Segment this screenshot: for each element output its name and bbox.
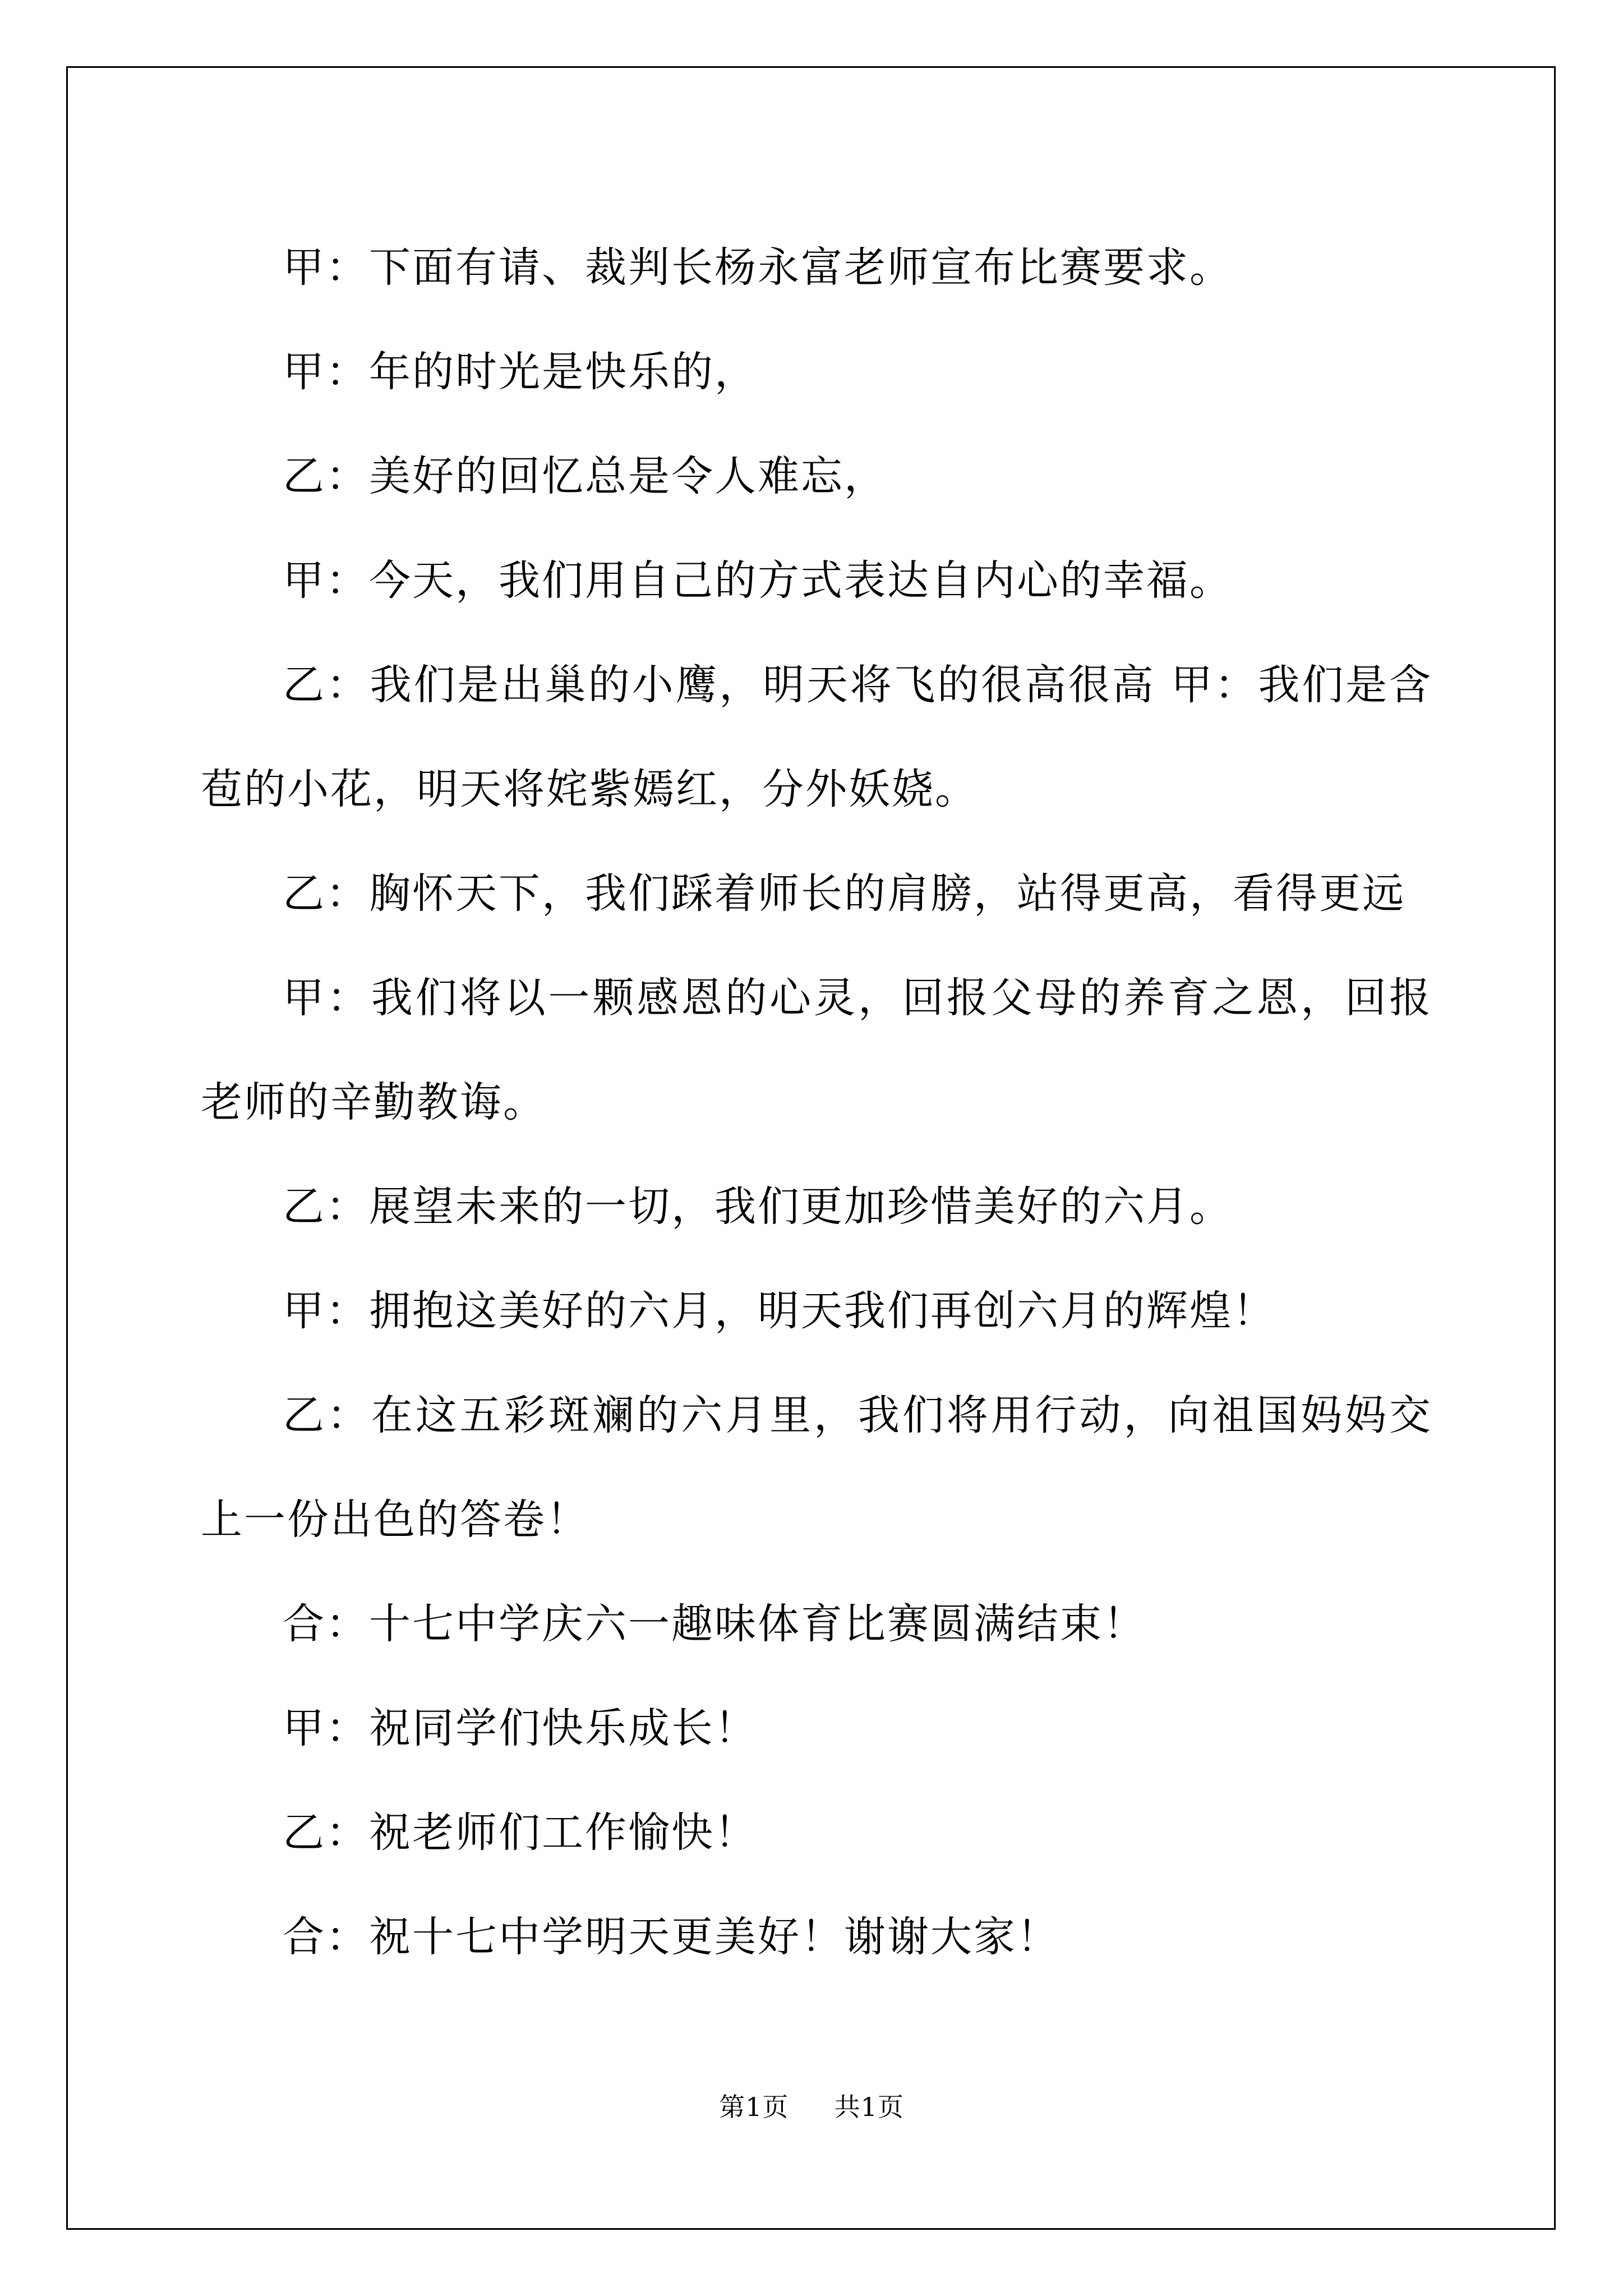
paragraph-10: 乙：在这五彩斑斓的六月里，我们将用行动，向祖国妈妈交上一份出色的答卷！ [201, 1391, 1432, 1544]
paragraph-9: 甲：拥抱这美好的六月，明天我们再创六月的辉煌！ [283, 1287, 1276, 1335]
page-footer [0, 2087, 1623, 2124]
paragraph-13: 乙：祝老师们工作愉快！ [283, 1809, 758, 1857]
document-body [201, 215, 1432, 1989]
page-number-total: 共1页 [834, 2092, 904, 2122]
paragraph-2: 甲：年的时光是快乐的， [283, 348, 758, 396]
paragraph-12: 甲：祝同学们快乐成长！ [283, 1704, 758, 1752]
page-number-current: 第1页 [719, 2092, 789, 2122]
paragraph-7: 甲：我们将以一颗感恩的心灵，回报父母的养育之恩，回报老师的辛勤教诲。 [201, 974, 1432, 1126]
paragraph-4: 甲：今天，我们用自己的方式表达自内心的幸福。 [283, 556, 1233, 605]
paragraph-8: 乙：展望未来的一切，我们更加珍惜美好的六月。 [283, 1182, 1233, 1231]
paragraph-1: 甲：下面有请、裁判长杨永富老师宣布比赛要求。 [283, 243, 1233, 292]
paragraph-6: 乙：胸怀天下，我们踩着师长的肩膀，站得更高，看得更远 [283, 869, 1405, 918]
paragraph-14: 合：祝十七中学明天更美好！谢谢大家！ [283, 1913, 1060, 1961]
paragraph-11: 合：十七中学庆六一趣味体育比赛圆满结束！ [283, 1600, 1146, 1648]
paragraph-3: 乙：美好的回忆总是令人难忘， [283, 452, 887, 500]
paragraph-5: 乙：我们是出巢的小鹰，明天将飞的很高很高 甲：我们是含苞的小花，明天将姹紫嫣红，分外妖娆。 [201, 661, 1432, 813]
